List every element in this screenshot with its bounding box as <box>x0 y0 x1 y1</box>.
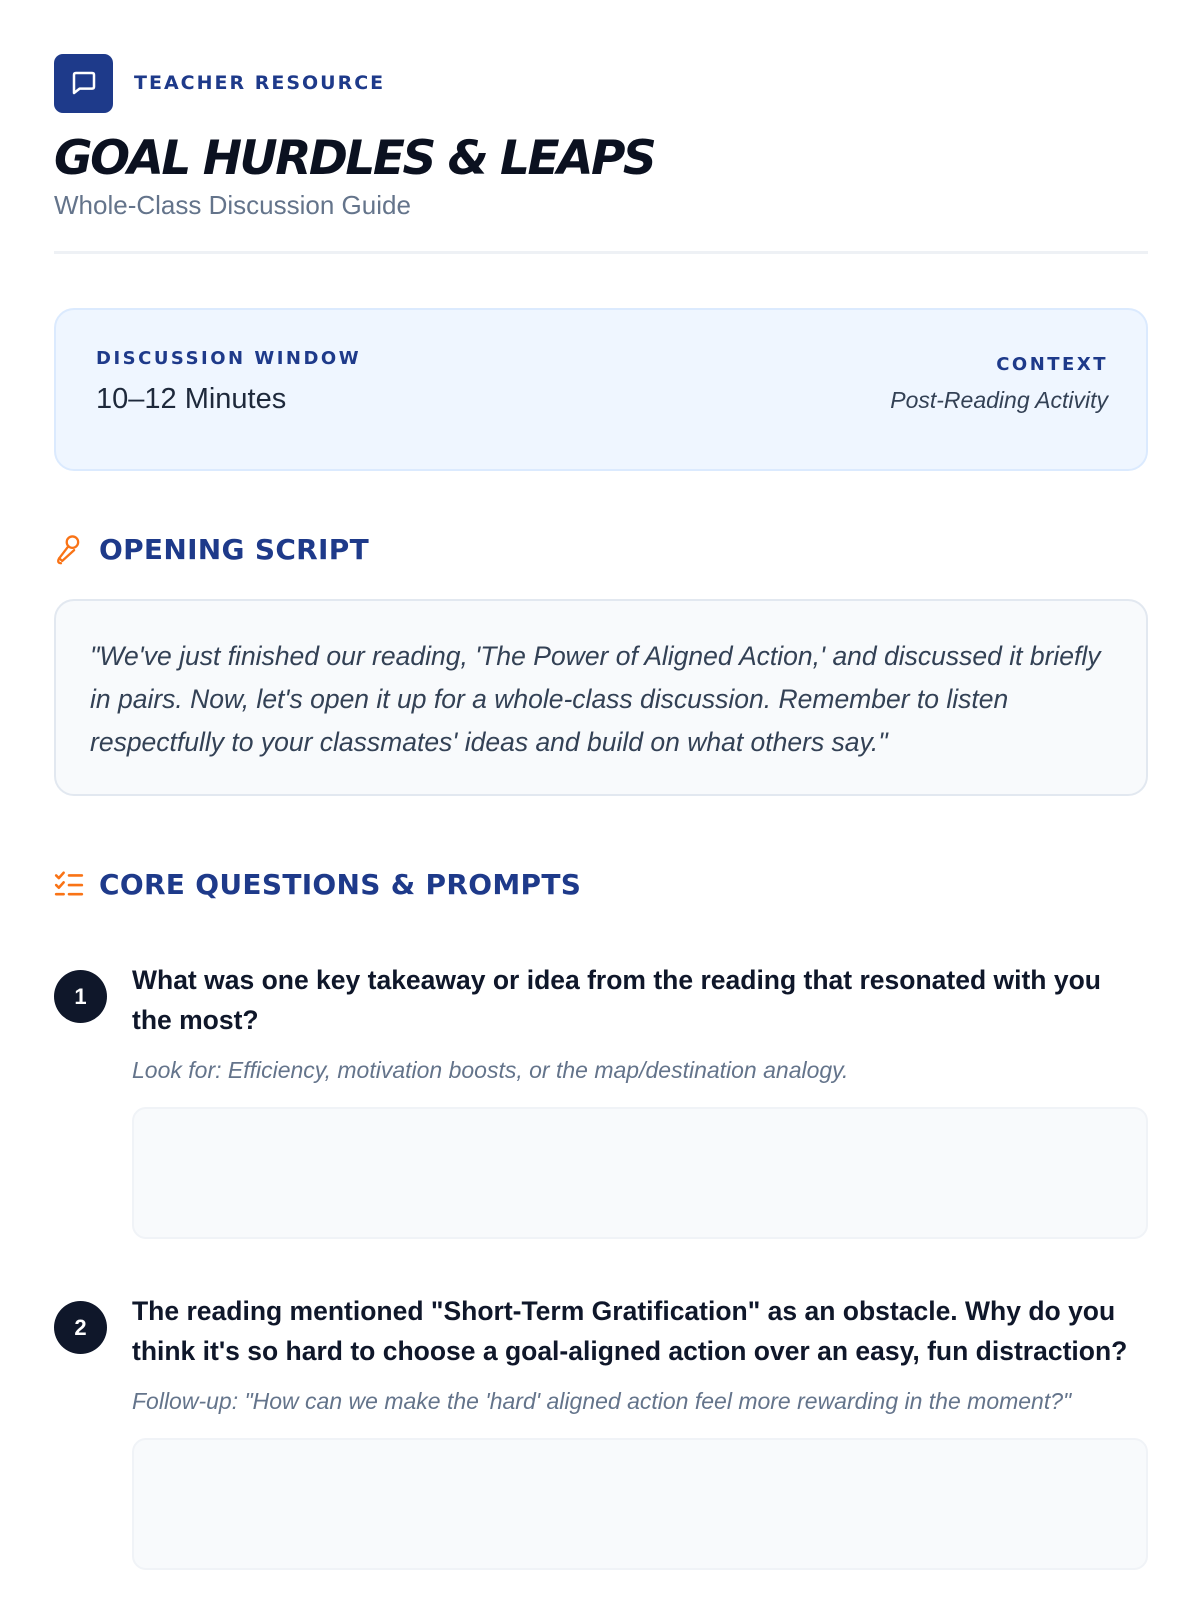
info-panel <box>54 308 1148 471</box>
opening-script-text: "We've just finished our reading, 'The Power of Aligned Action,' and discussed it briefly in pairs. Now, let's open it up for a whole-class discussion. Remember to listen respectfully to your classmates' ideas and build on what others say." <box>54 599 1148 796</box>
context-value: Post-Reading Activity <box>890 387 1108 414</box>
question-item <box>54 960 1148 1239</box>
page-subtitle: Whole-Class Discussion Guide <box>54 190 411 221</box>
question-item <box>54 1291 1148 1570</box>
question-text: What was one key takeaway or idea from the reading that resonated with you the most? <box>132 965 1101 1036</box>
microphone-icon <box>54 532 84 566</box>
discussion-window-label: DISCUSSION WINDOW <box>96 348 362 370</box>
discussion-window-value: 10–12 Minutes <box>96 383 287 416</box>
brand-row <box>54 54 1148 112</box>
chat-bubble-icon <box>54 54 113 113</box>
context-label: CONTEXT <box>996 354 1108 376</box>
checklist-icon <box>54 867 84 901</box>
header-divider <box>54 251 1148 254</box>
discussion-guide-page <box>54 54 1148 1570</box>
question-hint: Follow-up: "How can we make the 'hard' aligned action feel more rewarding in the moment?" <box>132 1388 1072 1415</box>
discussion-window <box>96 348 361 416</box>
opening-script-header <box>54 529 1148 569</box>
core-questions-title: CORE QUESTIONS & PROMPTS <box>99 867 582 901</box>
resource-label: TEACHER RESOURCE <box>134 72 386 94</box>
page-title: GOAL HURDLES & LEAPS <box>54 131 655 186</box>
question-text: The reading mentioned "Short-Term Gratification" as an obstacle. Why do you think it's so hard to choose a goal-aligned action over an easy, fun distraction? <box>132 1296 1128 1367</box>
opening-script-title: OPENING SCRIPT <box>99 532 369 566</box>
answer-area[interactable] <box>132 1107 1148 1239</box>
answer-area[interactable] <box>132 1438 1148 1570</box>
core-questions-header <box>54 864 1148 904</box>
question-number: 1 <box>54 970 107 1023</box>
question-number: 2 <box>54 1301 107 1354</box>
question-hint: Look for: Efficiency, motivation boosts, or the map/destination analogy. <box>132 1057 849 1084</box>
context <box>890 354 1108 414</box>
